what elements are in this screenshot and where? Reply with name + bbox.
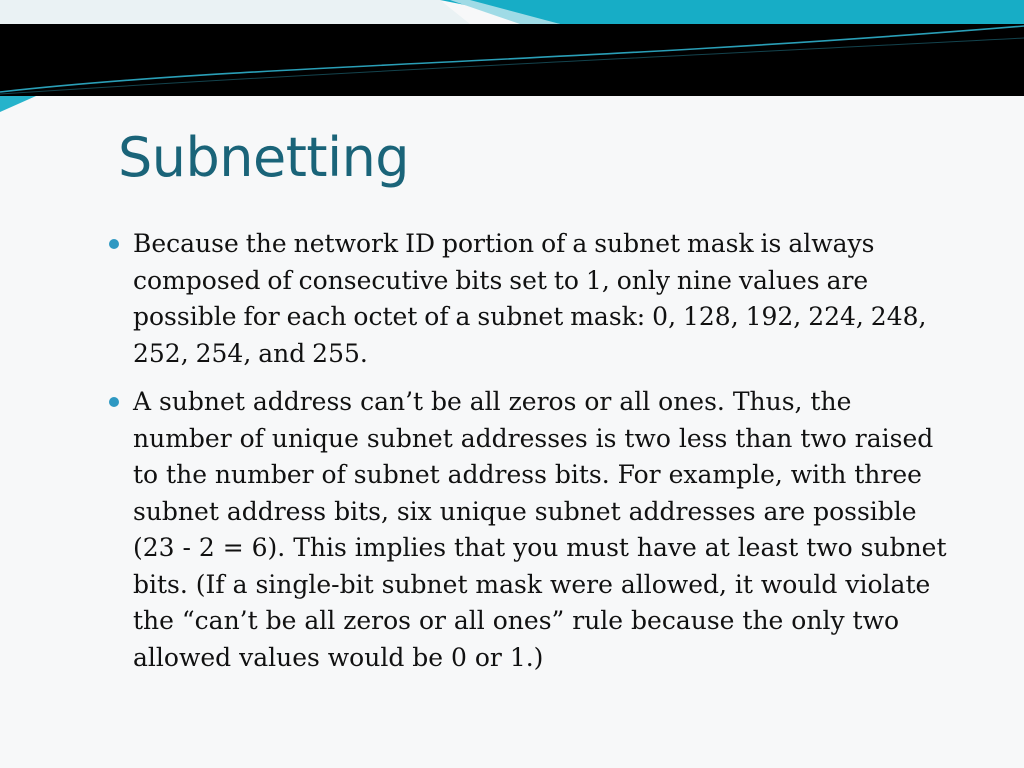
- bullet-item: [106, 226, 956, 372]
- slide-title: Subnetting: [118, 126, 410, 189]
- bullet-text: A subnet address can’t be all zeros or all ones. Thus, the number of unique subnet addresses is two less than two raised to the number of subnet address bits. For example, with three subnet address bits, six unique subnet addresses are possible (23 - 2 = 6). This implies that you must have at least two subnet bits. (If a single-bit subnet mask were allowed, it would violate the “can’t be all zeros or all ones” rule because the only two allowed values would be 0 or 1.): [133, 387, 947, 672]
- bullet-list: [106, 226, 956, 688]
- bullet-dot-icon: [109, 397, 119, 407]
- bullet-item: [106, 384, 956, 676]
- bullet-text: Because the network ID portion of a subnet mask is always composed of consecutive bits set to 1, only nine values are possible for each octet of a subnet mask: 0, 128, 192, 224, 248, 252, 254, and 255.: [133, 229, 927, 368]
- header-decoration: [0, 0, 1024, 118]
- bullet-dot-icon: [109, 239, 119, 249]
